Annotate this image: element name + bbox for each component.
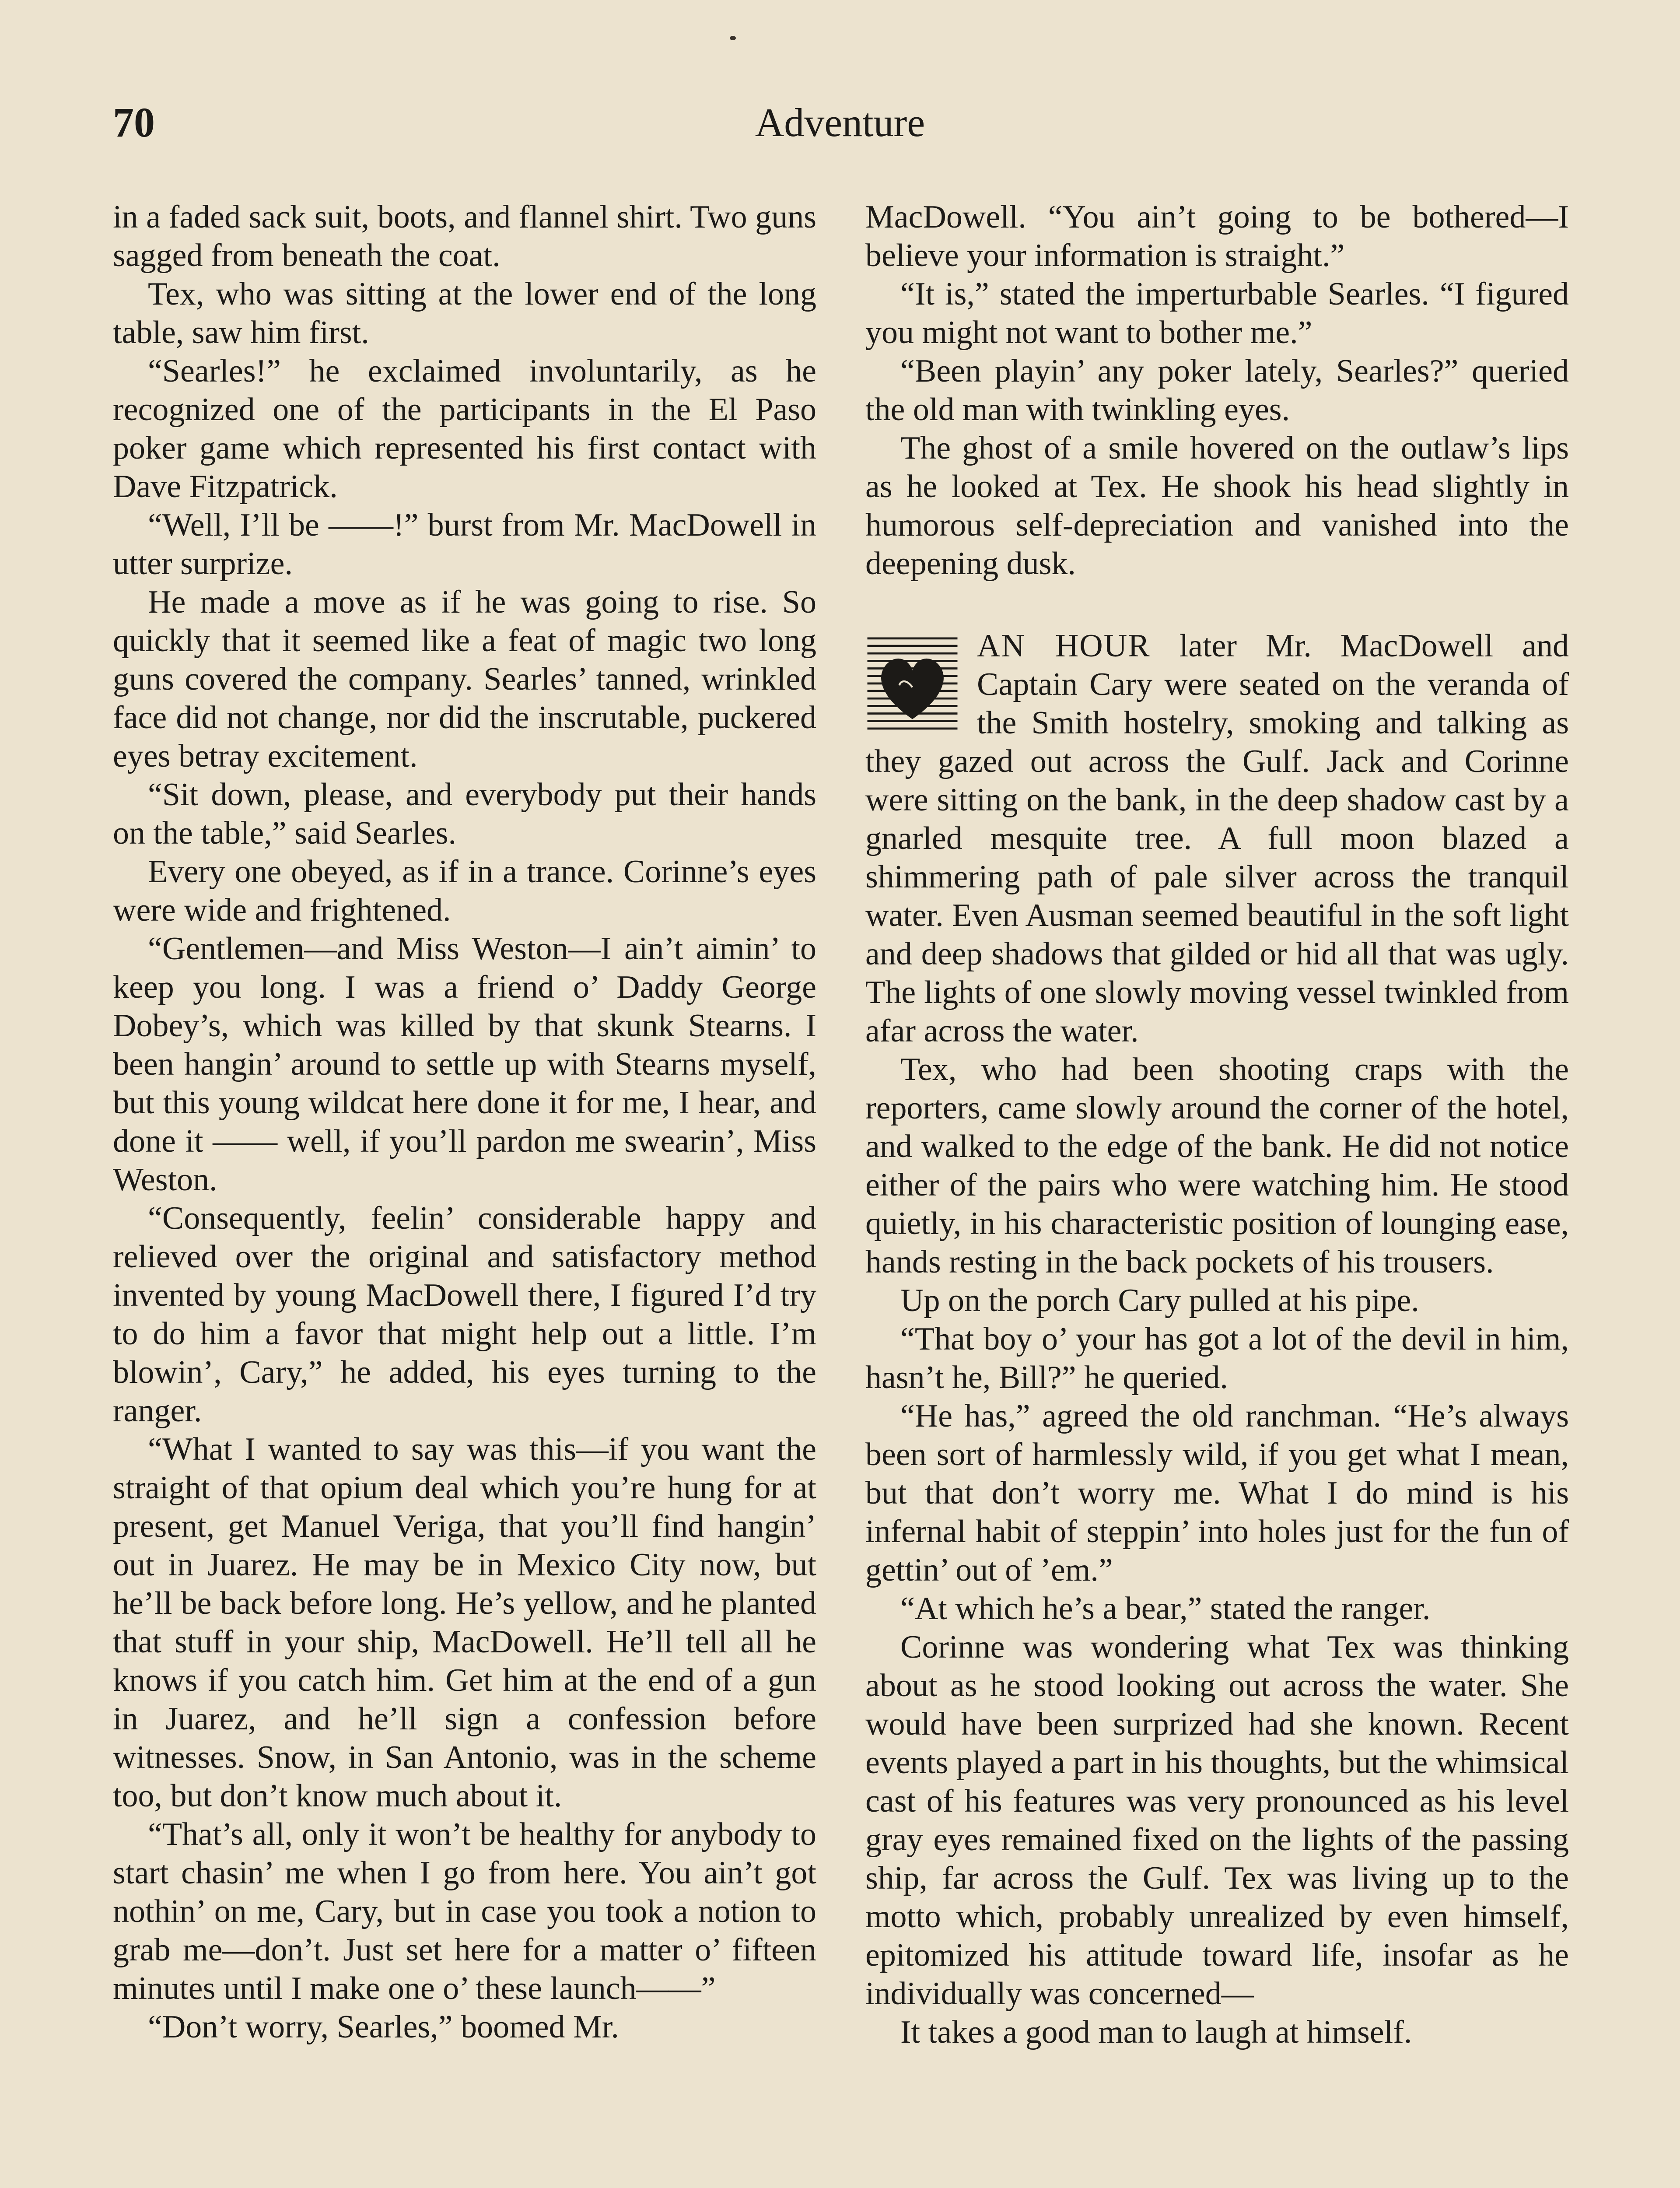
page-number: 70 — [113, 99, 155, 146]
paragraph: “Well, I’ll be ——!” burst from Mr. MacDowell in utter surprize. — [113, 507, 816, 582]
paragraph: “At which he’s a bear,” stated the ranger. — [900, 1591, 1431, 1627]
page-header — [113, 94, 1567, 151]
lead-in: AN HOUR — [977, 628, 1151, 664]
paragraph: “That’s all, only it won’t be healthy for anybody to start chasin’ me when I go from here. You ain’t got nothin’ on me, Cary, but in case you took a notion to grab me—don’t. Just set here for a matter o’ fifteen minutes until I make one o’ these launch——” — [113, 1816, 816, 2006]
paragraph: The ghost of a smile hovered on the outlaw’s lips as he looked at Tex. He shook his head slightly in humorous self-depreciation and vanished into the deepening dusk. — [865, 430, 1569, 582]
paragraph: “It is,” stated the imperturbable Searles. “I figured you might not want to bother me.” — [865, 276, 1569, 351]
right-column — [865, 198, 1569, 2051]
running-title: Adventure — [755, 100, 925, 145]
left-column — [113, 198, 816, 2046]
paragraph: “What I wanted to say was this—if you want the straight of that opium deal which you’re hung for at present, get Manuel Veriga, that you’ll find hangin’ out in Juarez. He may be in Mexico City now, but he’ll be back before long. He’s yellow, and he planted that stuff in your ship, MacDowell. He’ll tell all he knows if you catch him. Get him at the end of a gun in Juarez, and he’ll sign a confession before witnesses. Snow, in San Antonio, was in the scheme too, but don’t know much about it. — [113, 1431, 816, 1814]
paragraph: “Been playin’ any poker lately, Searles?” queried the old man with twinkling eyes. — [865, 353, 1569, 428]
paragraph: Every one obeyed, as if in a trance. Corinne’s eyes were wide and frightened. — [113, 854, 816, 928]
paragraph: Tex, who was sitting at the lower end of the long table, saw him first. — [113, 276, 816, 351]
paragraph: MacDowell. “You ain’t going to be bothered—I believe your information is straight.” — [865, 199, 1569, 274]
paragraph: in a faded sack suit, boots, and flannel shirt. Two guns sagged from beneath the coat. — [113, 199, 816, 274]
paragraph: It takes a good man to laugh at himself. — [900, 2014, 1412, 2050]
section-text: later Mr. MacDowell and Captain Cary were seated on the veranda of the Smith hostelry, smoking and talking as they gazed out across the Gulf. Jack and Corinne were sitting on the bank, in the deep shadow cast by a gnarled mesquite tree. A full moon blazed a shimmering path of pale silver across the tranquil water. Even Ausman seemed beautiful in the soft light and deep shadows that gilded or hid all that was ugly. The lights of one slowly moving vessel twinkled from afar across the water. — [865, 628, 1569, 1049]
section-paragraph — [865, 627, 1569, 1050]
paragraph: Up on the porch Cary pulled at his pipe. — [900, 1283, 1419, 1318]
paragraph: “That boy o’ your has got a lot of the devil in him, hasn’t he, Bill?” he queried. — [865, 1321, 1569, 1396]
paper-speck — [730, 36, 736, 40]
paragraph: Tex, who had been shooting craps with the reporters, came slowly around the corner of the hotel, and walked to the edge of the bank. He did not notice either of the pairs who were watching him. He stood quietly, in his characteristic position of lounging ease, hands resting in the back pockets of his trousers. — [865, 1052, 1569, 1280]
paragraph: “Gentlemen—and Miss Weston—I ain’t aimin’ to keep you long. I was a friend o’ Daddy George Dobey’s, which was killed by that skunk Stearns. I been hangin’ around to settle up with Stearns myself, but this young wildcat here done it for me, I hear, and done it —— well, if you’ll pardon me swearin’, Miss Weston. — [113, 931, 816, 1198]
section-break — [865, 627, 1569, 1050]
paragraph: He made a move as if he was going to rise. So quickly that it seemed like a feat of magic two long guns covered the company. Searles’ tanned, wrinkled face did not change, nor did the inscrutable, puckered eyes betray excitement. — [113, 584, 816, 774]
paragraph: “Don’t worry, Searles,” boomed Mr. — [148, 2009, 619, 2045]
paragraph: “He has,” agreed the old ranchman. “He’s always been sort of harmlessly wild, if you get what I mean, but that don’t worry me. What I do mind is his infernal habit of steppin’ into holes just for the fun of gettin’ out of ’em.” — [865, 1398, 1569, 1588]
paragraph: “Sit down, please, and everybody put their hands on the table,” said Searles. — [113, 777, 816, 851]
paragraph: “Consequently, feelin’ considerable happy and relieved over the original and satisfactory method invented by young MacDowell there, I figured I’d try to do him a favor that might help out a little. I’m blowin’, Cary,” he added, his eyes turning to the ranger. — [113, 1200, 816, 1429]
paragraph: Corinne was wondering what Tex was thinking about as he stood looking out across the water. She would have been surprized had she known. Recent events played a part in his thoughts, but the whimsical cast of his features was very pronounced as his level gray eyes remained fixed on the lights of the passing ship, far across the Gulf. Tex was living up to the motto which, probably unrealized by even himself, epitomized his attitude toward life, insofar as he individually was concerned— — [865, 1629, 1569, 2012]
heart-ornament-icon — [865, 633, 959, 736]
paragraph: “Searles!” he exclaimed involuntarily, as he recognized one of the participants in the El Paso poker game which represented his first contact with Dave Fitzpatrick. — [113, 353, 816, 505]
